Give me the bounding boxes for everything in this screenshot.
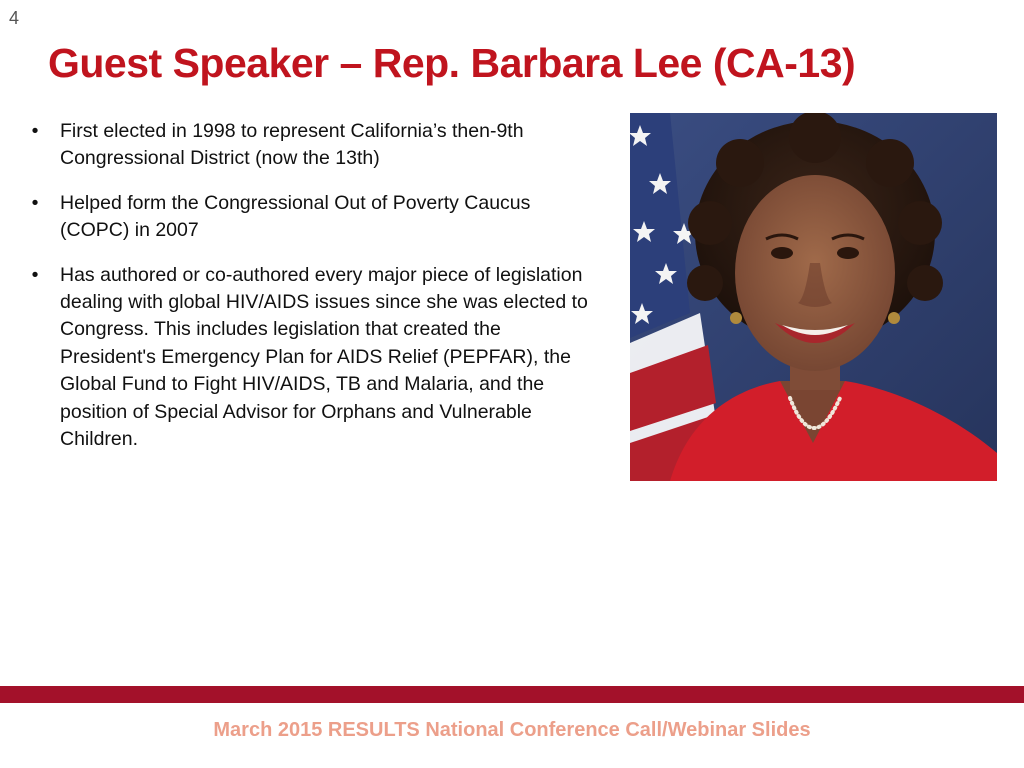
left-eye (771, 247, 793, 259)
speaker-portrait-photo (630, 113, 997, 481)
footer-bar (0, 686, 1024, 703)
bullet-list (28, 118, 588, 470)
slide-title: Guest Speaker – Rep. Barbara Lee (CA-13) (48, 40, 856, 86)
bullet-item (28, 262, 588, 454)
bullet-marker: • (31, 120, 39, 142)
portrait-illustration (630, 113, 997, 481)
footer-text: March 2015 RESULTS National Conference Call/Webinar Slides (213, 719, 811, 741)
bullet-item (28, 190, 588, 245)
right-eye (837, 247, 859, 259)
bullet-text: Has authored or co-authored every major piece of legislation dealing with global HIV/AIDS issues since she was elected to Congress. This includes legislation that created the President's Emergency Plan for AIDS Relief (PEPFAR), the Global Fund to Fight HIV/AIDS, TB and Malaria, and the position of Special Advisor for Orphans and Vulnerable Children. (60, 263, 588, 451)
bullet-item (28, 118, 588, 173)
bullet-text: Helped form the Congressional Out of Poverty Caucus (COPC) in 2007 (60, 191, 531, 242)
bullet-marker: • (31, 263, 39, 286)
bullet-marker: • (31, 191, 39, 214)
right-earring (888, 312, 900, 324)
bullet-text: First elected in 1998 to represent California’s then-9th Congressional District (now the 13th) (60, 120, 524, 170)
slide-number: 4 (9, 8, 20, 28)
left-earring (730, 312, 742, 324)
